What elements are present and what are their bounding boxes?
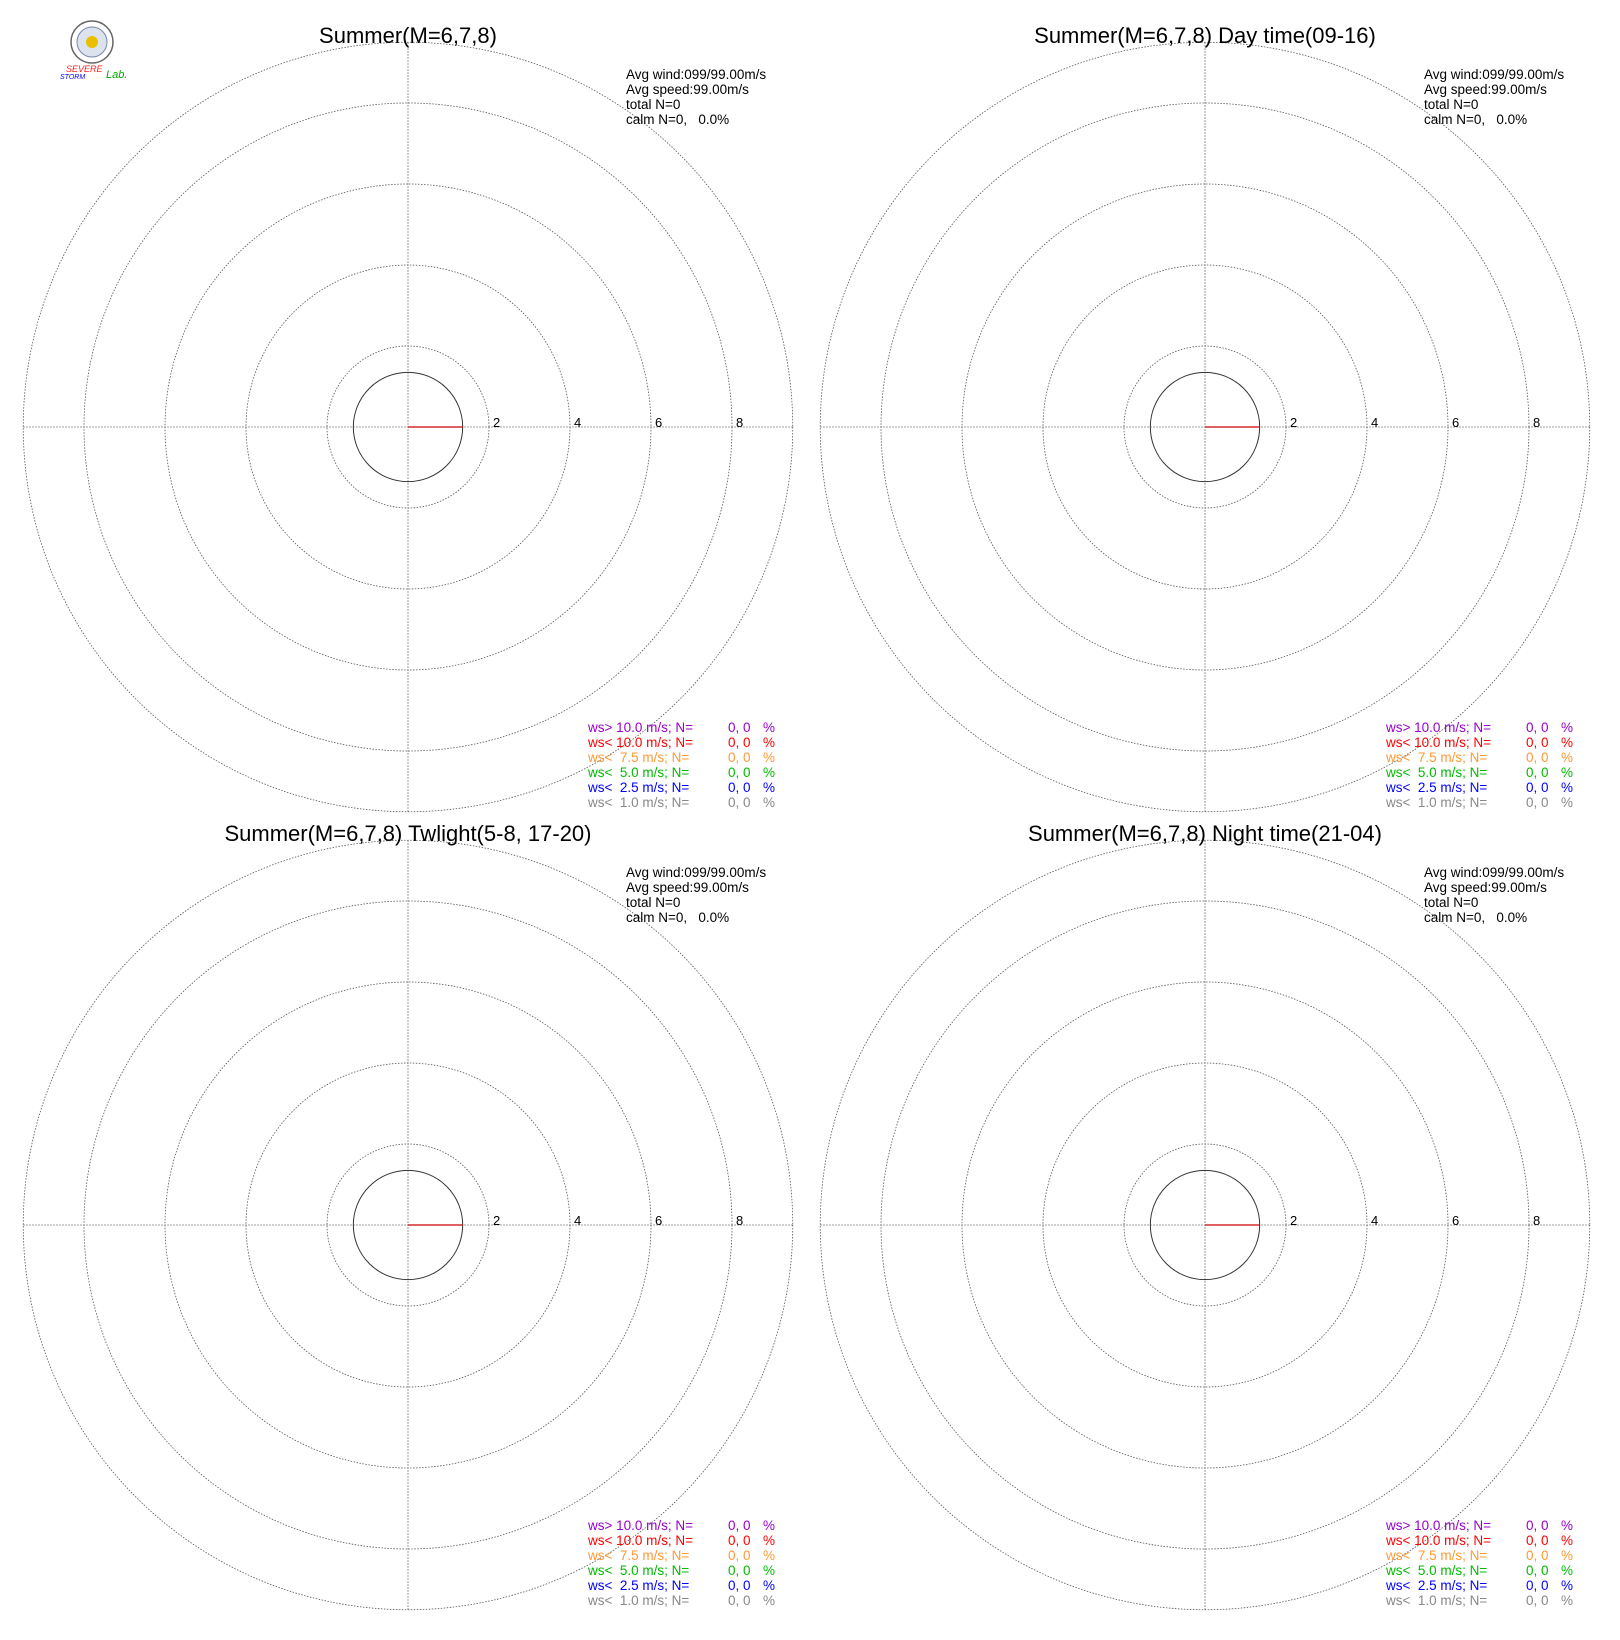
legend-value: 0, 0 (1526, 780, 1549, 795)
legend-value: 0, 0 (1526, 795, 1549, 810)
stat-line: Avg wind:099/99.00m/s (626, 67, 767, 82)
legend-label: ws< 5.0 m/s; N= (588, 765, 690, 780)
legend-label: ws< 2.5 m/s; N= (1386, 780, 1488, 795)
stat-line: calm N=0, 0.0% (1424, 112, 1528, 127)
legend-label: ws< 7.5 m/s; N= (588, 750, 690, 765)
legend-label: ws> 10.0 m/s; N= (1386, 720, 1492, 735)
stat-line: Avg speed:99.00m/s (1424, 82, 1547, 97)
legend-value: 0, 0 (1526, 1518, 1549, 1533)
legend-unit: % (763, 1593, 776, 1608)
radial-tick-label: 8 (736, 415, 744, 430)
legend-unit: % (1561, 1518, 1574, 1533)
legend-value: 0, 0 (728, 720, 751, 735)
legend-value: 0, 0 (728, 795, 751, 810)
legend-value: 0, 0 (728, 1518, 751, 1533)
panel-title: Summer(M=6,7,8) Day time(09-16) (1034, 23, 1376, 48)
legend-value: 0, 0 (1526, 1578, 1549, 1593)
legend-label: ws< 5.0 m/s; N= (1386, 765, 1488, 780)
logo-seal-center-icon (86, 36, 98, 48)
legend-value: 0, 0 (728, 780, 751, 795)
radial-tick-label: 4 (1371, 415, 1379, 430)
radial-tick-label: 8 (1533, 1213, 1541, 1228)
radial-tick-label: 6 (1452, 1213, 1460, 1228)
panel-title: Summer(M=6,7,8) Night time(21-04) (1028, 821, 1382, 846)
legend-value: 0, 0 (1526, 1593, 1549, 1608)
legend-value: 0, 0 (1526, 765, 1549, 780)
legend-label: ws< 5.0 m/s; N= (1386, 1563, 1488, 1578)
legend-value: 0, 0 (1526, 1533, 1549, 1548)
legend-unit: % (1561, 1593, 1574, 1608)
legend-unit: % (1561, 720, 1574, 735)
legend-unit: % (763, 1563, 776, 1578)
radial-tick-label: 8 (736, 1213, 744, 1228)
stat-line: calm N=0, 0.0% (626, 112, 730, 127)
stat-line: Avg speed:99.00m/s (626, 82, 749, 97)
legend-unit: % (763, 1533, 776, 1548)
legend-label: ws> 10.0 m/s; N= (588, 720, 694, 735)
legend-unit: % (1561, 1548, 1574, 1563)
stat-line: calm N=0, 0.0% (626, 910, 730, 925)
legend-label: ws< 10.0 m/s; N= (1386, 1533, 1492, 1548)
legend-value: 0, 0 (1526, 1548, 1549, 1563)
legend-value: 0, 0 (728, 1548, 751, 1563)
legend-unit: % (1561, 1563, 1574, 1578)
logo-text-severe: SEVERE (66, 64, 103, 74)
radial-tick-label: 6 (655, 415, 663, 430)
legend-unit: % (763, 780, 776, 795)
radial-tick-label: 2 (1290, 1213, 1298, 1228)
legend-label: ws< 7.5 m/s; N= (588, 1548, 690, 1563)
stat-line: Avg speed:99.00m/s (1424, 880, 1547, 895)
radial-tick-label: 2 (493, 1213, 501, 1228)
stat-line: Avg wind:099/99.00m/s (1424, 865, 1565, 880)
stat-line: total N=0 (1424, 97, 1479, 112)
stat-line: total N=0 (626, 895, 681, 910)
wind-rose-panel (820, 821, 1590, 1610)
legend-unit: % (1561, 795, 1574, 810)
legend-value: 0, 0 (728, 735, 751, 750)
legend-label: ws< 10.0 m/s; N= (588, 735, 694, 750)
legend-unit: % (763, 765, 776, 780)
legend-unit: % (763, 750, 776, 765)
legend-label: ws< 1.0 m/s; N= (1386, 795, 1488, 810)
legend-label: ws< 10.0 m/s; N= (588, 1533, 694, 1548)
stat-line: total N=0 (1424, 895, 1479, 910)
wind-rose-panel (23, 23, 793, 812)
legend-value: 0, 0 (1526, 1563, 1549, 1578)
legend-unit: % (1561, 735, 1574, 750)
wind-rose-panel (820, 23, 1590, 812)
legend-label: ws< 2.5 m/s; N= (588, 780, 690, 795)
logo-text-storm: STORM (60, 74, 86, 81)
legend-unit: % (1561, 750, 1574, 765)
legend-value: 0, 0 (728, 1578, 751, 1593)
legend-label: ws< 7.5 m/s; N= (1386, 750, 1488, 765)
radial-tick-label: 4 (574, 1213, 582, 1228)
legend-unit: % (763, 1518, 776, 1533)
legend-label: ws< 1.0 m/s; N= (588, 795, 690, 810)
radial-tick-label: 8 (1533, 415, 1541, 430)
severe-storm-lab-logo (60, 21, 127, 81)
legend-value: 0, 0 (728, 1593, 751, 1608)
legend-label: ws< 7.5 m/s; N= (1386, 1548, 1488, 1563)
legend-label: ws< 1.0 m/s; N= (588, 1593, 690, 1608)
legend-unit: % (763, 795, 776, 810)
stat-line: Avg speed:99.00m/s (626, 880, 749, 895)
legend-unit: % (763, 1548, 776, 1563)
stat-line: Avg wind:099/99.00m/s (626, 865, 767, 880)
radial-tick-label: 4 (574, 415, 582, 430)
legend-value: 0, 0 (728, 1563, 751, 1578)
wind-rose-panel (23, 821, 793, 1610)
legend-value: 0, 0 (1526, 750, 1549, 765)
legend-unit: % (763, 720, 776, 735)
legend-unit: % (1561, 1533, 1574, 1548)
panel-title: Summer(M=6,7,8) Twlight(5-8, 17-20) (224, 821, 592, 846)
radial-tick-label: 6 (655, 1213, 663, 1228)
legend-unit: % (1561, 1578, 1574, 1593)
legend-unit: % (1561, 780, 1574, 795)
radial-tick-label: 2 (1290, 415, 1298, 430)
legend-value: 0, 0 (728, 750, 751, 765)
stat-line: total N=0 (626, 97, 681, 112)
panel-title: Summer(M=6,7,8) (319, 23, 497, 48)
legend-value: 0, 0 (728, 1533, 751, 1548)
stat-line: calm N=0, 0.0% (1424, 910, 1528, 925)
legend-unit: % (763, 735, 776, 750)
legend-label: ws< 2.5 m/s; N= (588, 1578, 690, 1593)
legend-unit: % (1561, 765, 1574, 780)
legend-value: 0, 0 (728, 765, 751, 780)
legend-label: ws> 10.0 m/s; N= (588, 1518, 694, 1533)
legend-value: 0, 0 (1526, 720, 1549, 735)
legend-label: ws< 5.0 m/s; N= (588, 1563, 690, 1578)
logo-text-lab: Lab. (106, 69, 128, 81)
radial-tick-label: 2 (493, 415, 501, 430)
legend-unit: % (763, 1578, 776, 1593)
radial-tick-label: 4 (1371, 1213, 1379, 1228)
legend-label: ws< 1.0 m/s; N= (1386, 1593, 1488, 1608)
legend-label: ws< 10.0 m/s; N= (1386, 735, 1492, 750)
stat-line: Avg wind:099/99.00m/s (1424, 67, 1565, 82)
legend-value: 0, 0 (1526, 735, 1549, 750)
legend-label: ws> 10.0 m/s; N= (1386, 1518, 1492, 1533)
legend-label: ws< 2.5 m/s; N= (1386, 1578, 1488, 1593)
radial-tick-label: 6 (1452, 415, 1460, 430)
